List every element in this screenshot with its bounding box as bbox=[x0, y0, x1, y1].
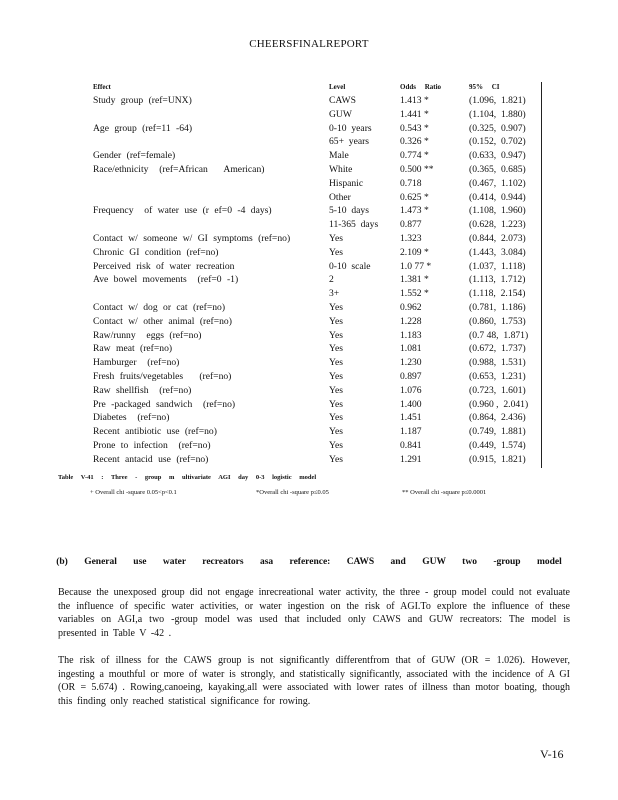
cell-odds-ratio: 0.718 bbox=[400, 177, 422, 189]
table-caption: Table V-41 : Three - group m ultivariate AGI day 0-3 logistic model bbox=[58, 474, 317, 481]
cell-effect: Ave bowel movements (ref=0 -1) bbox=[93, 274, 239, 286]
table-row bbox=[0, 246, 618, 259]
cell-effect: Raw meat (ref=no) bbox=[93, 343, 173, 355]
section-subheading: (b) General use water recreators asa reference: CAWS and GUW two -group model bbox=[56, 557, 562, 567]
cell-odds-ratio: 1.413 * bbox=[400, 95, 429, 106]
table-row bbox=[0, 273, 618, 286]
cell-level: 5-10 days bbox=[329, 205, 369, 217]
cell-odds-ratio: 1.441 * bbox=[400, 108, 429, 120]
cell-level: 0-10 scale bbox=[329, 260, 371, 272]
cell-level: 65+ years bbox=[329, 136, 370, 148]
body-paragraph: The risk of illness for the CAWS group is not significantly differentfrom that of GUW (OR = 1.026). However, ingesting a mouthful or more of water is strongly, and statistically significantly, associated with the incidence of A GI (OR = 5.674) . Rowing,canoeing, kayaking,all were associated with lower rates of illness than motor boating, though this finding only reached statistical significance for rowing. bbox=[58, 655, 570, 707]
cell-ci: (1.037, 1.118) bbox=[469, 260, 526, 272]
cell-odds-ratio: 1.187 bbox=[400, 426, 422, 438]
cell-odds-ratio: 0.962 bbox=[400, 302, 422, 313]
cell-effect: Prone to infection (ref=no) bbox=[93, 440, 211, 451]
table-row bbox=[0, 108, 618, 121]
table-header-row bbox=[0, 83, 618, 93]
table-row bbox=[0, 94, 618, 107]
cell-odds-ratio: 0.774 * bbox=[400, 150, 429, 162]
cell-effect: Raw/runny eggs (ref=no) bbox=[93, 329, 202, 341]
cell-ci: (1.108, 1.960) bbox=[469, 205, 526, 217]
cell-effect: Contact w/ dog or cat (ref=no) bbox=[93, 302, 226, 313]
cell-odds-ratio: 1.552 * bbox=[400, 288, 429, 300]
table-row bbox=[0, 122, 618, 135]
cell-level: Yes bbox=[329, 302, 343, 313]
cell-odds-ratio: 0.500 ** bbox=[400, 164, 434, 175]
table-row bbox=[0, 329, 618, 342]
cell-level: Yes bbox=[329, 384, 343, 396]
cell-odds-ratio: 1.473 * bbox=[400, 205, 429, 217]
cell-level: Yes bbox=[329, 412, 343, 424]
table-row bbox=[0, 384, 618, 397]
cell-effect: Hamburger (ref=no) bbox=[93, 357, 180, 369]
cell-odds-ratio: 0.625 * bbox=[400, 191, 429, 203]
cell-ci: (0.864, 2.436) bbox=[469, 412, 526, 424]
cell-ci: (0.653, 1.231) bbox=[469, 371, 526, 382]
cell-ci: (0.7 48, 1.871) bbox=[469, 329, 529, 341]
cell-level: 3+ bbox=[329, 288, 340, 300]
table-row bbox=[0, 177, 618, 190]
page-number: V-16 bbox=[540, 747, 564, 761]
cell-level: White bbox=[329, 164, 353, 175]
table-row bbox=[0, 453, 618, 466]
cell-level: Hispanic bbox=[329, 177, 364, 189]
col-header-level: Level bbox=[329, 83, 346, 91]
cell-level: Yes bbox=[329, 371, 343, 382]
table-row bbox=[0, 439, 618, 452]
table-row bbox=[0, 411, 618, 424]
table-row bbox=[0, 163, 618, 176]
cell-level: Yes bbox=[329, 398, 343, 410]
cell-odds-ratio: 0.897 bbox=[400, 371, 422, 382]
cell-level: Yes bbox=[329, 315, 343, 327]
table-row bbox=[0, 301, 618, 314]
cell-level: Yes bbox=[329, 426, 343, 438]
cell-odds-ratio: 1.291 bbox=[400, 453, 422, 465]
cell-ci: (0.633, 0.947) bbox=[469, 150, 526, 162]
cell-ci: (0.960 , 2.041) bbox=[469, 398, 529, 410]
cell-ci: (0.749, 1.881) bbox=[469, 426, 526, 438]
page-header: CHEERSFINALREPORT bbox=[249, 38, 369, 50]
cell-ci: (1.104, 1.880) bbox=[469, 108, 526, 120]
cell-level: Yes bbox=[329, 246, 343, 258]
cell-odds-ratio: 0.326 * bbox=[400, 136, 429, 148]
cell-level: 0-10 years bbox=[329, 122, 372, 134]
cell-odds-ratio: 1.183 bbox=[400, 329, 422, 341]
table-row bbox=[0, 218, 618, 231]
cell-level: Yes bbox=[329, 440, 343, 451]
table-row bbox=[0, 135, 618, 148]
cell-odds-ratio: 0.543 * bbox=[400, 122, 429, 134]
col-header-odds-ratio: Odds Ratio bbox=[400, 83, 442, 91]
cell-level: Male bbox=[329, 150, 349, 162]
cell-ci: (1.096, 1.821) bbox=[469, 95, 526, 106]
cell-effect: Perceived risk of water recreation bbox=[93, 260, 235, 272]
cell-ci: (0.365, 0.685) bbox=[469, 164, 526, 175]
cell-ci: (0.844, 2.073) bbox=[469, 233, 526, 244]
cell-ci: (0.325, 0.907) bbox=[469, 122, 526, 134]
table-row bbox=[0, 191, 618, 204]
cell-odds-ratio: 1.323 bbox=[400, 233, 422, 244]
cell-level: GUW bbox=[329, 108, 352, 120]
cell-ci: (0.860, 1.753) bbox=[469, 315, 526, 327]
col-header-effect: Effect bbox=[93, 83, 111, 91]
cell-level: Yes bbox=[329, 357, 343, 369]
table-row bbox=[0, 149, 618, 162]
cell-ci: (0.449, 1.574) bbox=[469, 440, 526, 451]
cell-ci: (0.467, 1.102) bbox=[469, 177, 526, 189]
table-row bbox=[0, 425, 618, 438]
cell-odds-ratio: 0.877 bbox=[400, 219, 422, 231]
cell-odds-ratio: 1.451 bbox=[400, 412, 422, 424]
table-row bbox=[0, 356, 618, 369]
cell-odds-ratio: 1.081 bbox=[400, 343, 422, 355]
cell-odds-ratio: 1.076 bbox=[400, 384, 422, 396]
cell-level: Yes bbox=[329, 453, 343, 465]
cell-ci: (0.628, 1.223) bbox=[469, 219, 526, 231]
cell-odds-ratio: 1.228 bbox=[400, 315, 422, 327]
cell-level: 11-365 days bbox=[329, 219, 379, 231]
cell-odds-ratio: 1.230 bbox=[400, 357, 422, 369]
cell-effect: Fresh fruits/vegetables (ref=no) bbox=[93, 371, 232, 382]
cell-ci: (1.113, 1.712) bbox=[469, 274, 526, 286]
cell-effect: Contact w/ someone w/ GI symptoms (ref=no) bbox=[93, 233, 291, 244]
footnote-double-star: ** Overall chi -square p≤0.0001 bbox=[402, 489, 487, 496]
cell-effect: Study group (ref=UNX) bbox=[93, 95, 192, 106]
cell-odds-ratio: 1.0 77 * bbox=[400, 260, 432, 272]
cell-odds-ratio: 2.109 * bbox=[400, 246, 429, 258]
cell-ci: (0.414, 0.944) bbox=[469, 191, 526, 203]
table-row bbox=[0, 370, 618, 383]
cell-effect: Frequency of water use (r ef=0 -4 days) bbox=[93, 205, 272, 217]
cell-ci: (0.152, 0.702) bbox=[469, 136, 526, 148]
cell-odds-ratio: 0.841 bbox=[400, 440, 422, 451]
cell-ci: (1.118, 2.154) bbox=[469, 288, 526, 300]
cell-odds-ratio: 1.400 bbox=[400, 398, 422, 410]
cell-effect: Diabetes (ref=no) bbox=[93, 412, 170, 424]
cell-ci: (0.672, 1.737) bbox=[469, 343, 526, 355]
cell-level: Yes bbox=[329, 343, 343, 355]
cell-odds-ratio: 1.381 * bbox=[400, 274, 429, 286]
cell-effect: Pre -packaged sandwich (ref=no) bbox=[93, 398, 236, 410]
cell-ci: (0.723, 1.601) bbox=[469, 384, 526, 396]
table-row bbox=[0, 342, 618, 355]
footnote-star: *Overall chi -square p≤0.05 bbox=[256, 489, 329, 496]
table-row bbox=[0, 287, 618, 300]
table-row bbox=[0, 398, 618, 411]
cell-ci: (0.781, 1.186) bbox=[469, 302, 526, 313]
cell-effect: Age group (ref=11 -64) bbox=[93, 122, 193, 134]
cell-effect: Contact w/ other animal (ref=no) bbox=[93, 315, 232, 327]
cell-level: Yes bbox=[329, 329, 343, 341]
cell-level: CAWS bbox=[329, 95, 356, 106]
cell-level: Yes bbox=[329, 233, 343, 244]
cell-effect: Recent antibiotic use (ref=no) bbox=[93, 426, 217, 438]
body-paragraph: Because the unexposed group did not engage inrecreational water activity, the three - group model could not evaluate the influence of specific water activities, or water ingestion on the risk of AGI.To explore the influence of these variables on AGI,a two -group model was used that included only CAWS and GUW recreators: The model is presented in Table V -42 . bbox=[58, 587, 570, 639]
cell-effect: Race/ethnicity (ref=African American) bbox=[93, 164, 265, 175]
cell-effect: Gender (ref=female) bbox=[93, 150, 176, 162]
cell-ci: (0.988, 1.531) bbox=[469, 357, 526, 369]
table-row bbox=[0, 232, 618, 245]
table-row bbox=[0, 204, 618, 217]
cell-ci: (1.443, 3.084) bbox=[469, 246, 526, 258]
cell-effect: Raw shellfish (ref=no) bbox=[93, 384, 192, 396]
cell-level: Other bbox=[329, 191, 351, 203]
col-header-ci: 95% CI bbox=[469, 83, 500, 91]
cell-ci: (0.915, 1.821) bbox=[469, 453, 526, 465]
table-row bbox=[0, 315, 618, 328]
cell-effect: Chronic GI condition (ref=no) bbox=[93, 246, 219, 258]
cell-effect: Recent antacid use (ref=no) bbox=[93, 453, 209, 465]
table-row bbox=[0, 260, 618, 273]
footnote-plus: + Overall chi -square 0.05<p<0.1 bbox=[90, 489, 177, 496]
cell-level: 2 bbox=[329, 274, 334, 286]
